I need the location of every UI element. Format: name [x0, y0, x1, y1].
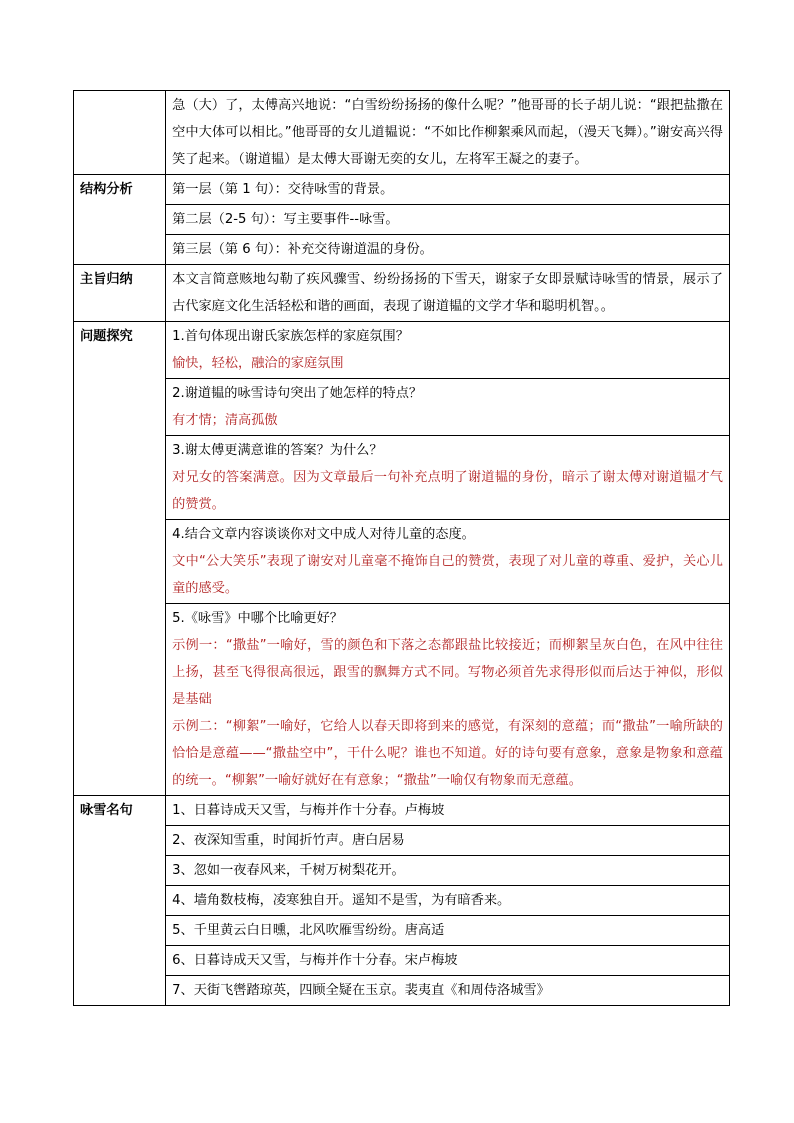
question-row [74, 322, 730, 379]
structure-label: 结构分析 [74, 175, 166, 265]
poem-row [74, 886, 730, 916]
theme-text: 本文言简意赅地勾勒了疾风骤雪、纷纷扬扬的下雪天，谢家子女即景赋诗咏雪的情景，展示了古代家庭文化生活轻松和谐的画面，表现了谢道韫的文学才华和聪明机智。。 [166, 265, 730, 322]
question-row [74, 520, 730, 604]
question-text: 5.《咏雪》中哪个比喻更好？ [172, 611, 343, 626]
poem-row [74, 946, 730, 976]
answer-text: 有才情；清高孤傲 [172, 413, 278, 428]
poem-row [74, 826, 730, 856]
poem-row [74, 796, 730, 826]
theme-row [74, 265, 730, 322]
questions-label: 问题探究 [74, 322, 166, 796]
answer-text: 示例一：“撒盐”一喻好，雪的颜色和下落之态都跟盐比较接近；而柳絮呈灰白色，在风中往往上扬，甚至飞得很高很远，跟雪的飘舞方式不同。写物必须首先求得形似而后达于神似，形似是基础 [172, 638, 723, 707]
poem-line: 5、千里黄云白日曛，北风吹雁雪纷纷。唐高适 [166, 916, 730, 946]
structure-row [74, 175, 730, 205]
question-cell [166, 604, 730, 796]
answer-text: 示例二：“柳絮”一喻好，它给人以春天即将到来的感觉，有深刻的意蕴；而“撒盐”一喻所缺的恰恰是意蕴——“撒盐空中”，干什么呢？谁也不知道。好的诗句要有意象，意象是物象和意蕴的统一。“柳絮”一喻好就好在有意象；“撒盐”一喻仅有物象而无意蕴。 [172, 719, 723, 788]
answer-text: 文中“公大笑乐”表现了谢安对儿童毫不掩饰自己的赞赏，表现了对儿童的尊重、爱护，关心儿童的感受。 [172, 554, 723, 596]
poem-line: 7、天街飞辔踏琼英，四顾全疑在玉京。裴夷直《和周侍洛城雪》 [166, 976, 730, 1006]
question-cell [166, 436, 730, 520]
question-text: 2.谢道韫的咏雪诗句突出了她怎样的特点？ [172, 386, 423, 401]
poems-label: 咏雪名句 [74, 796, 166, 1006]
question-text: 1.首句体现出谢氏家族怎样的家庭氛围？ [172, 329, 409, 344]
poem-line: 3、忽如一夜春风来，千树万树梨花开。 [166, 856, 730, 886]
question-cell [166, 520, 730, 604]
poem-line: 1、日暮诗成天又雪，与梅并作十分春。卢梅坡 [166, 796, 730, 826]
poem-row [74, 976, 730, 1006]
answer-text: 愉快，轻松，融洽的家庭氛围 [172, 356, 344, 371]
question-row [74, 436, 730, 520]
intro-label-cell [74, 91, 166, 175]
question-text: 3.谢太傅更满意谁的答案？为什么？ [172, 443, 383, 458]
question-row [74, 604, 730, 796]
poem-row [74, 856, 730, 886]
question-cell [166, 322, 730, 379]
poem-line: 4、墙角数枝梅，凌寒独自开。遥知不是雪，为有暗香来。 [166, 886, 730, 916]
answer-text: 对兄女的答案满意。因为文章最后一句补充点明了谢道韫的身份，暗示了谢太傅对谢道韫才气的赞赏。 [172, 470, 723, 512]
question-cell [166, 379, 730, 436]
intro-text: 急（大）了，太傅高兴地说：“白雪纷纷扬扬的像什么呢？”他哥哥的长子胡儿说：“跟把盐撒在空中大体可以相比。”他哥哥的女儿道韫说：“不如比作柳絮乘风而起，（漫天飞舞）。”谢安高兴得笑了起来。（谢道韫）是太傅大哥谢无奕的女儿，左将军王凝之的妻子。 [166, 91, 730, 175]
intro-row [74, 91, 730, 175]
structure-item: 第二层（2-5 句）：写主要事件--咏雪。 [166, 205, 730, 235]
structure-row [74, 205, 730, 235]
theme-label: 主旨归纳 [74, 265, 166, 322]
poem-line: 6、日暮诗成天又雪，与梅并作十分春。宋卢梅坡 [166, 946, 730, 976]
question-text: 4.结合文章内容谈谈你对文中成人对待儿童的态度。 [172, 527, 475, 542]
structure-row [74, 235, 730, 265]
lesson-table [73, 90, 730, 1006]
poem-row [74, 916, 730, 946]
structure-item: 第三层（第 6 句）：补充交待谢道温的身份。 [166, 235, 730, 265]
question-row [74, 379, 730, 436]
structure-item: 第一层（第 1 句）：交待咏雪的背景。 [166, 175, 730, 205]
poem-line: 2、夜深知雪重，时闻折竹声。唐白居易 [166, 826, 730, 856]
